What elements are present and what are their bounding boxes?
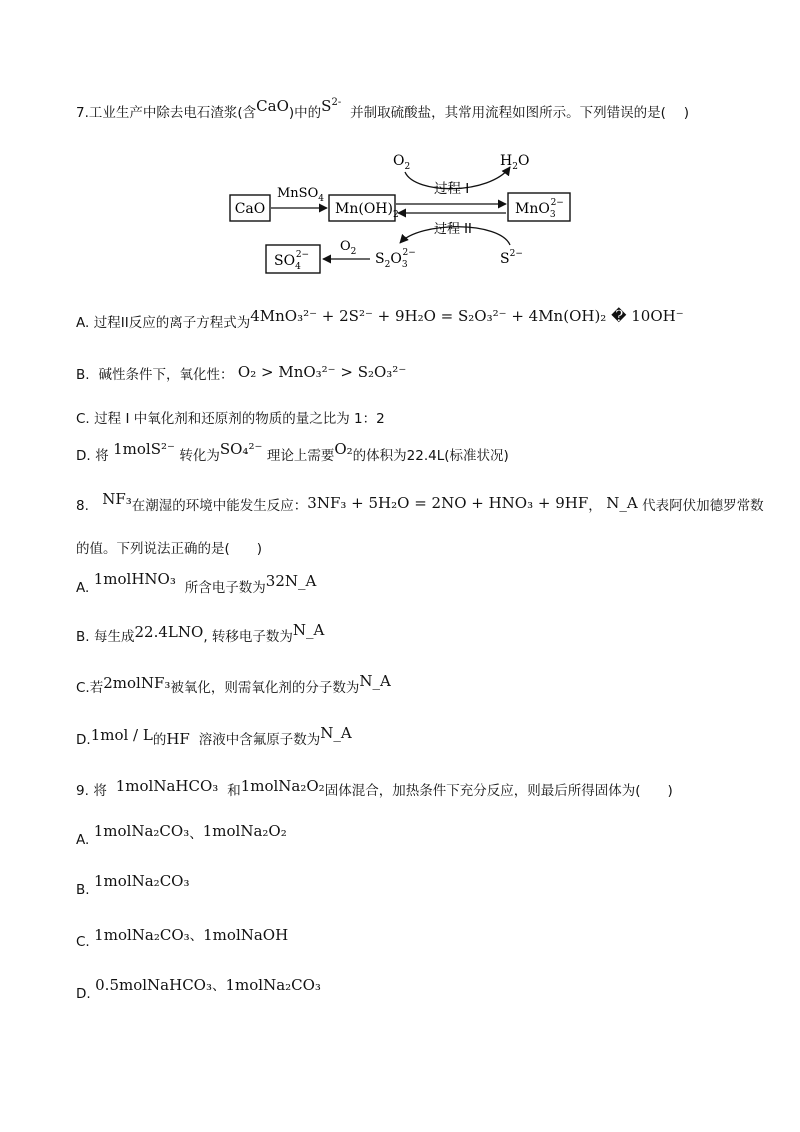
- q8-nf3: NF₃: [102, 490, 132, 508]
- o2-top-label: $O_2$: [393, 153, 411, 172]
- q7-option-b-text: 碱性条件下，氧化性：: [98, 367, 234, 383]
- q8-option-b-volume: 22.4LNO: [134, 623, 204, 641]
- q9-text-a: 将: [93, 783, 107, 799]
- q7-option-d-text-b: 转化为: [179, 448, 220, 464]
- q9-number: 9.: [76, 783, 89, 799]
- mno3-box-label: MnO$_3$2−: [515, 198, 564, 220]
- cao-box-label: CaO: [234, 201, 266, 217]
- q9-stem: [76, 777, 673, 801]
- q9-option-a-separator: 、: [189, 826, 203, 842]
- q8-option-d: [76, 724, 352, 750]
- q8-option-d-text-a: 的: [152, 732, 167, 748]
- q9-nahco3: 1molNaHCO₃: [115, 777, 219, 795]
- q7-option-b: [76, 364, 406, 385]
- q9-option-d: [76, 976, 321, 1004]
- h2o-label: $H_2O$: [500, 153, 530, 172]
- q8-stem-text-c: 代表阿伏加德罗常数: [642, 498, 764, 514]
- q7-sulfide: [321, 97, 341, 115]
- q7-option-a: [76, 307, 684, 333]
- q9-option-a-second: 1molNa₂O₂: [202, 822, 287, 840]
- q8-option-b-label: B.: [76, 629, 90, 645]
- q9-option-c: [76, 926, 289, 952]
- q7-option-c-label: C.: [76, 411, 90, 427]
- q8-number: 8.: [76, 498, 89, 514]
- q9-option-a: [76, 822, 287, 850]
- q7-option-d-sulfate: SO₄²⁻: [219, 440, 263, 458]
- q8-option-c-text: 被氧化，则需氧化剂的分子数为: [170, 680, 360, 696]
- q9-option-d-label: D.: [76, 986, 91, 1002]
- q8-option-d-hf: HF: [166, 730, 190, 748]
- q8-option-d-text-b: 溶液中含氟原子数为: [198, 732, 321, 748]
- q7-stem: [76, 97, 689, 123]
- q8-option-a-value: 32N_A: [265, 572, 317, 590]
- q9-text-c: 固体混合，加热条件下充分反应，则最后所得固体为( ): [324, 783, 673, 799]
- q7-option-b-equation: O₂ > MnO₃²⁻ > S₂O₃²⁻: [237, 363, 407, 381]
- q9-na2o2: 1molNa₂O₂: [240, 777, 325, 795]
- o2-bottom-label: $O_2$: [340, 239, 357, 257]
- q8-avogadro-symbol: N_A: [606, 494, 638, 512]
- q8-option-c-value: N_A: [359, 672, 391, 690]
- q8-stem: [76, 490, 764, 516]
- q7-option-d-sulfide: 1molS²⁻: [113, 440, 175, 458]
- q7-option-b-label: B.: [76, 367, 90, 383]
- q9-option-b-label: B.: [76, 882, 90, 898]
- q7-sulfide-symbol: S: [321, 97, 332, 115]
- q8-option-b-text-b: , 转移电子数为: [203, 629, 293, 645]
- q8-option-d-concentration: 1mol / L: [90, 726, 153, 744]
- q9-option-b: [76, 872, 190, 900]
- q9-option-d-separator: 、: [211, 978, 226, 994]
- q9-text-b: 和: [227, 783, 241, 799]
- q8-option-c-nf3: 2molNF₃: [103, 674, 171, 692]
- q9-option-d-first: 0.5molNaHCO₃: [95, 976, 212, 994]
- q7-stem-text-b: )中的: [288, 105, 322, 121]
- q8-option-a-label: A.: [76, 580, 90, 596]
- q8-stem-comma: ，: [588, 498, 602, 514]
- q7-sulfide-charge: 2-: [331, 97, 342, 108]
- q7-option-a-text: 过程II反应的离子方程式为: [93, 315, 251, 331]
- so4-box-label: $SO_42-$: [274, 250, 310, 272]
- q9-option-c-second: 1molNaOH: [203, 926, 289, 944]
- q8-option-d-value: N_A: [320, 724, 352, 742]
- q8-stem-line2: [76, 539, 262, 559]
- process-flow-diagram: [0, 145, 800, 285]
- q7-stem-end: ): [683, 105, 689, 121]
- q7-option-d-text-c: 理论上需要: [266, 448, 335, 464]
- mnso4-label: MnSO$_4$: [277, 186, 324, 204]
- q8-option-b-value: N_A: [292, 621, 325, 639]
- q8-option-a: [76, 570, 317, 598]
- q8-option-b: [76, 621, 325, 647]
- s2o3-label: $S_2O_32-$: [375, 248, 416, 270]
- mnoh2-box: [329, 195, 399, 221]
- q7-option-c-text: 过程 I 中氧化剂和还原剂的物质的量之比为 1：2: [94, 411, 385, 427]
- q7-option-d: [76, 440, 509, 466]
- process2-label: 过程 II: [434, 222, 472, 237]
- q9-option-c-label: C.: [76, 934, 90, 950]
- q7-option-d-label: D.: [76, 448, 91, 464]
- q8-option-b-text-a: 每生成: [94, 629, 135, 645]
- q7-option-d-text-d: 的体积为22.4L(标准状况): [352, 448, 509, 464]
- q8-option-c-label: C.若: [76, 680, 104, 696]
- q7-option-d-text-a: 将: [95, 448, 109, 464]
- s-right-label: $S^{2-}$: [500, 249, 523, 267]
- q7-stem-text-a: 工业生产中除去电石渣浆(含: [88, 105, 257, 121]
- q9-option-a-label: A.: [76, 832, 90, 848]
- so4-box: [266, 245, 320, 273]
- mnoh2-box-label: $Mn(OH)_2$: [335, 201, 399, 220]
- q9-option-c-first: 1molNa₂CO₃: [94, 926, 190, 944]
- q7-number: 7.: [76, 105, 89, 121]
- q9-option-a-first: 1molNa₂CO₃: [93, 822, 190, 840]
- q7-option-a-label: A.: [76, 315, 90, 331]
- q7-option-a-equation: 4MnO₃²⁻ + 2S²⁻ + 9H₂O = S₂O₃²⁻ + 4Mn(OH)₂ � 10OH⁻: [250, 307, 684, 325]
- cao-box: [230, 195, 270, 221]
- q8-reaction-equation: 3NF₃ + 5H₂O = 2NO + HNO₃ + 9HF: [307, 494, 589, 512]
- q9-option-b-first: 1molNa₂CO₃: [94, 872, 190, 890]
- q8-option-a-text: 所含电子数为: [184, 580, 266, 596]
- q8-stem-line2-text: 的值。下列说法正确的是( ): [76, 541, 263, 557]
- q8-stem-text-a: 在潮湿的环境中能发生反应：: [131, 498, 308, 514]
- q9-option-d-second: 1molNa₂CO₃: [225, 976, 321, 994]
- q8-option-c: [76, 672, 391, 698]
- process1-label: 过程 I: [434, 181, 470, 197]
- q7-option-d-oxygen: O₂: [334, 440, 353, 458]
- mno3-box: [508, 193, 570, 221]
- q9-option-c-separator: 、: [189, 928, 204, 944]
- q8-option-a-hno3: 1molHNO₃: [93, 570, 176, 588]
- q7-stem-text-c: 并制取硫酸盐，其常用流程如图所示。下列错误的是(: [350, 105, 666, 121]
- q7-cao: CaO: [256, 97, 289, 115]
- q8-option-d-label: D.: [76, 732, 91, 748]
- q7-option-c: [76, 409, 385, 429]
